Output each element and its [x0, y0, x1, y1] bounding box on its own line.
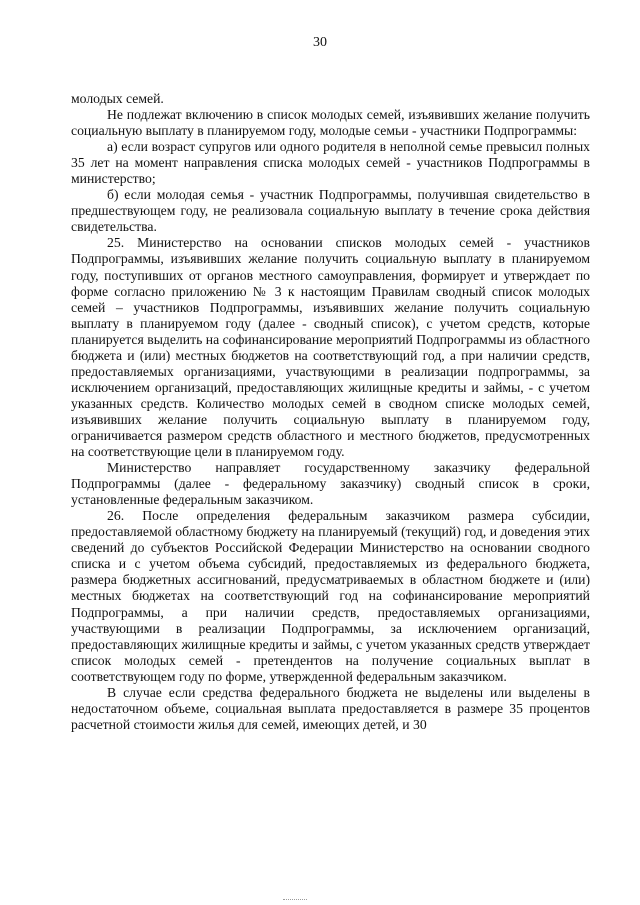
- paragraph-exclusions-intro: Не подлежат включению в список молодых семей, изъявивших желание получить социальную выплату в планируемом году, молодые семьи - участники Подпрограммы:: [71, 107, 590, 139]
- paragraph-item-b: б) если молодая семья - участник Подпрограммы, получившая свидетельство в предшествующем году, не реализовала социальную выплату в течение срока действия свидетельства.: [71, 187, 590, 235]
- document-body: [71, 91, 590, 733]
- paragraph-item-a: а) если возраст супругов или одного родителя в неполной семье превысил полных 35 лет на момент направления списка молодых семей - участников Подпрограммы в министерство;: [71, 139, 590, 187]
- paragraph-federal-budget-case: В случае если средства федерального бюджета не выделены или выделены в недостаточном объеме, социальная выплата предоставляется в размере 35 процентов расчетной стоимости жилья для семей, имеющих детей, и 30: [71, 684, 590, 732]
- paragraph-ministry-sends: Министерство направляет государственному заказчику федеральной Подпрограммы (далее - федеральному заказчику) сводный список в сроки, установленные федеральным заказчиком.: [71, 460, 590, 508]
- scan-artifact: [283, 899, 307, 903]
- paragraph-clause-25: 25. Министерство на основании списков молодых семей - участников Подпрограммы, изъявивших желание получить социальную выплату в планируемом году, поступивших от органов местного самоуправления, формирует и утверждает по форме согласно приложению № 3 к настоящим Правилам сводный список молодых семей – участников Подпрограммы, изъявивших желание получить социальную выплату в планируемом году (далее - сводный список), с учетом средств, которые планируется выделить на софинансирование мероприятий Подпрограммы из областного бюджета и (или) местных бюджетов на соответствующий год, а при наличии средств, предоставляемых организациями, участвующими в реализации подпрограммы, за исключением организаций, предоставляющих жилищные кредиты и займы, - с учетом указанных средств. Количество молодых семей в сводном списке молодых семей, изъявивших желание получить социальную выплату в планируемом году, ограничивается размером средств областного и местного бюджетов, предусмотренных на соответствующие цели в планируемом году.: [71, 235, 590, 460]
- page-number: 30: [313, 35, 327, 50]
- paragraph-continuation: молодых семей.: [71, 91, 164, 106]
- paragraph-clause-26: 26. После определения федеральным заказчиком размера субсидии, предоставляемой областному бюджету на планируемый (текущий) год, и доведения этих сведений до субъектов Российской Федерации Министерство на основании сводного списка и с учетом объема субсидий, предоставляемых из федерального бюджета, размера бюджетных ассигнований, предусматриваемых в областном бюджете и (или) местных бюджетах на соответствующий год на софинансирование мероприятий Подпрограммы, а при наличии средств, предоставляемых организациями, участвующими в реализации Подпрограммы, за исключением организаций, предоставляющих жилищные кредиты и займы, с учетом указанных средств утверждает список молодых семей - претендентов на получение социальных выплат в соответствующем году по форме, утвержденной федеральным заказчиком.: [71, 508, 590, 684]
